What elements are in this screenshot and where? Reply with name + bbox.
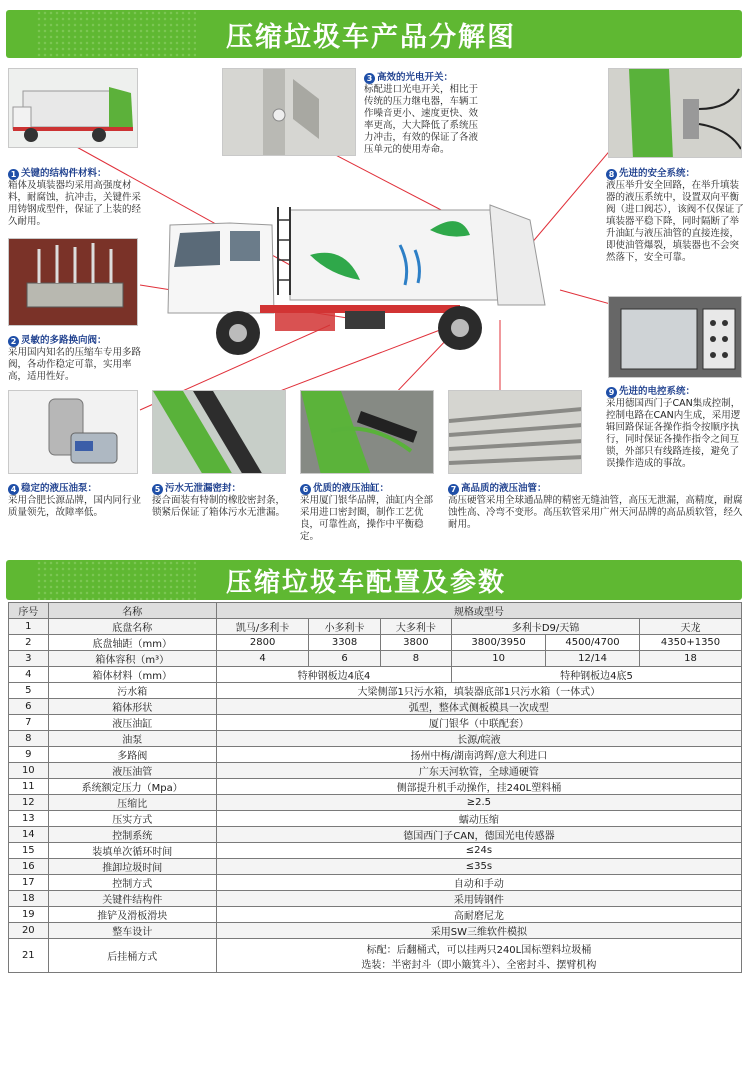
feature-8 bbox=[606, 168, 746, 264]
table-row: 2 底盘轴距（mm） 2800 3308 3800 3800/3950 4500/4700 4350+1350 bbox=[9, 635, 742, 651]
cell-no: 15 bbox=[9, 843, 49, 859]
photo-safety-system bbox=[608, 68, 742, 158]
feature-number: 5 bbox=[152, 484, 163, 495]
rear-bin-optional: 选装：半密封斗（即小簸箕斗）、全密封斗、摆臂机构 bbox=[361, 959, 597, 971]
feature-title: 关键的结构件材料： bbox=[21, 168, 107, 179]
cell-value: 采用SW三维软件模拟 bbox=[216, 923, 741, 939]
header-name: 名称 bbox=[48, 603, 216, 619]
cell-value: 弧型，整体式侧板模具一次成型 bbox=[216, 699, 741, 715]
cell-name: 液压油管 bbox=[48, 763, 216, 779]
cell-no: 5 bbox=[9, 683, 49, 699]
feature-number: 3 bbox=[364, 73, 375, 84]
cell-value: 德国西门子CAN，德国光电传感器 bbox=[216, 827, 741, 843]
table-header-row bbox=[9, 603, 742, 619]
cell-no: 16 bbox=[9, 859, 49, 875]
table-row: 4 箱体材料（mm） 特种钢板边4底4 特种钢板边4底5 bbox=[9, 667, 742, 683]
feature-number: 8 bbox=[606, 169, 617, 180]
feature-number: 9 bbox=[606, 387, 617, 398]
cell-value: 侧部提升机手动操作，挂240L塑料桶 bbox=[216, 779, 741, 795]
feature-body: 采用合肥长源品牌，国内同行业质量领先，故障率低。 bbox=[8, 495, 142, 518]
cell-value: 扬州中梅/湖南鸿辉/意大利进口 bbox=[216, 747, 741, 763]
table-row bbox=[9, 731, 742, 747]
cell-no: 20 bbox=[9, 923, 49, 939]
table-row: 21 后挂桶方式 标配：后翻桶式，可以挂两只240L国标塑料垃圾桶 选装：半密封斗（即小簸箕斗）、全密封斗、摆臂机构 bbox=[9, 939, 742, 973]
cell-value: 广东天河软管，全球通硬管 bbox=[216, 763, 741, 779]
cell-name: 推铲及滑板滑块 bbox=[48, 907, 216, 923]
feature-7 bbox=[448, 483, 744, 531]
cell-value: 自动和手动 bbox=[216, 875, 741, 891]
photo-photoelectric-switch bbox=[222, 68, 356, 156]
cell-value: 蠕动压缩 bbox=[216, 811, 741, 827]
table-row bbox=[9, 747, 742, 763]
cell-no: 6 bbox=[9, 699, 49, 715]
garbage-truck-illustration bbox=[160, 195, 605, 370]
feature-title: 污水无泄漏密封： bbox=[165, 483, 242, 494]
table-row bbox=[9, 699, 742, 715]
feature-number: 4 bbox=[8, 484, 19, 495]
cell-no: 8 bbox=[9, 731, 49, 747]
table-row bbox=[9, 875, 742, 891]
feature-body: 箱体及填装器均采用高强度材料，耐腐蚀，抗冲击，关键件采用铸钢成型件，保证了上装的经久耐用。 bbox=[8, 180, 142, 227]
cell-value: 采用铸钢件 bbox=[216, 891, 741, 907]
feature-number: 1 bbox=[8, 169, 19, 180]
table-row bbox=[9, 811, 742, 827]
table-row: 3 箱体容积（m³） 4 6 8 10 12/14 18 bbox=[9, 651, 742, 667]
table-row: 1 底盘名称 凯马/多利卡 小多利卡 大多利卡 多利卡D9/天锦 天龙 bbox=[9, 619, 742, 635]
feature-body: 接合面装有特制的橡胶密封条，锁紧后保证了箱体污水无泄漏。 bbox=[152, 495, 286, 518]
photo-truck-side bbox=[8, 68, 138, 148]
cell-name: 装填单次循环时间 bbox=[48, 843, 216, 859]
cell-name: 控制方式 bbox=[48, 875, 216, 891]
spec-table bbox=[8, 602, 742, 973]
config-banner bbox=[6, 560, 742, 600]
header-spec: 规格或型号 bbox=[216, 603, 741, 619]
cell-no: 10 bbox=[9, 763, 49, 779]
cell-no: 11 bbox=[9, 779, 49, 795]
photo-sewage-seal bbox=[152, 390, 286, 474]
cell-value: 大梁侧部1只污水箱，填装器底部1只污水箱（一体式） bbox=[216, 683, 741, 699]
table-row bbox=[9, 891, 742, 907]
rear-bin-standard: 标配：后翻桶式，可以挂两只240L国标塑料垃圾桶 bbox=[366, 944, 592, 956]
cell-name: 油泵 bbox=[48, 731, 216, 747]
cell-no: 7 bbox=[9, 715, 49, 731]
table-row bbox=[9, 683, 742, 699]
table-row bbox=[9, 859, 742, 875]
feature-title: 先进的电控系统： bbox=[619, 386, 696, 397]
table-row bbox=[9, 843, 742, 859]
feature-2 bbox=[8, 335, 148, 383]
feature-1 bbox=[8, 168, 148, 228]
feature-title: 高效的光电开关： bbox=[377, 72, 454, 83]
feature-title: 优质的液压油缸： bbox=[313, 483, 390, 494]
table-row bbox=[9, 923, 742, 939]
photo-hydraulic-hose bbox=[448, 390, 582, 474]
cell-name: 压缩比 bbox=[48, 795, 216, 811]
feature-body: 采用厦门银华品牌，油缸内全部采用进口密封圈，制作工艺优良，可靠性高，操作中平衡稳定。 bbox=[300, 495, 434, 542]
feature-number: 7 bbox=[448, 484, 459, 495]
cell-no: 13 bbox=[9, 811, 49, 827]
feature-4 bbox=[8, 483, 148, 519]
cell-no: 17 bbox=[9, 875, 49, 891]
feature-body: 采用德国西门子CAN集成控制，控制电路在CAN内生成，采用逻辑回路保证各操作指令按顺序执行，同时保证各操作指令之间互锁，外部只有线路连接，避免了误操作造成的事故。 bbox=[606, 398, 741, 469]
cell-no: 14 bbox=[9, 827, 49, 843]
table-row bbox=[9, 827, 742, 843]
cell-name: 压实方式 bbox=[48, 811, 216, 827]
photo-hydraulic-cylinder bbox=[300, 390, 434, 474]
table-row bbox=[9, 779, 742, 795]
banner-dots-decoration bbox=[36, 560, 196, 600]
cell-value: ≤24s bbox=[216, 843, 741, 859]
cell-value: 高耐磨尼龙 bbox=[216, 907, 741, 923]
feature-body: 高压硬管采用全球通品牌的精密无缝油管，高压无泄漏，高精度，耐腐蚀性高、冷弯不变形。高压软管采用广州天河品牌的高品质软管，经久耐用。 bbox=[448, 495, 743, 530]
feature-5 bbox=[152, 483, 294, 519]
header-no: 序号 bbox=[9, 603, 49, 619]
feature-title: 稳定的液压油泵： bbox=[21, 483, 98, 494]
photo-hydraulic-pump bbox=[8, 390, 138, 474]
feature-number: 2 bbox=[8, 336, 19, 347]
feature-body: 液压举升安全回路，在举升填装器的液压系统中，设置双向平衡阀（进口阀芯），该阀不仅保证了填装器平稳下降，同时隔断了举升油缸与液压油管的直接连接，即使油管爆裂，填装器也不会突然落下，安全可靠。 bbox=[606, 180, 744, 263]
cell-no: 12 bbox=[9, 795, 49, 811]
cell-name: 系统额定压力（Mpa） bbox=[48, 779, 216, 795]
cell-no: 19 bbox=[9, 907, 49, 923]
feature-number: 6 bbox=[300, 484, 311, 495]
cell-value: ≥2.5 bbox=[216, 795, 741, 811]
cell-name: 推卸垃圾时间 bbox=[48, 859, 216, 875]
photo-electric-control bbox=[608, 296, 742, 378]
feature-3 bbox=[364, 72, 482, 156]
photo-multiway-valve bbox=[8, 238, 138, 326]
cell-name: 污水箱 bbox=[48, 683, 216, 699]
cell-name: 控制系统 bbox=[48, 827, 216, 843]
feature-6 bbox=[300, 483, 440, 543]
config-title: 压缩垃圾车配置及参数 bbox=[226, 567, 507, 598]
feature-title: 先进的安全系统： bbox=[619, 168, 696, 179]
table-row bbox=[9, 907, 742, 923]
table-row bbox=[9, 715, 742, 731]
feature-title: 高品质的液压油管： bbox=[461, 483, 547, 494]
feature-title: 灵敏的多路换向阀： bbox=[21, 335, 107, 346]
feature-9 bbox=[606, 386, 746, 470]
cell-value: 长源/皖液 bbox=[216, 731, 741, 747]
cell-name: 箱体形状 bbox=[48, 699, 216, 715]
cell-no: 9 bbox=[9, 747, 49, 763]
cell-name: 液压油缸 bbox=[48, 715, 216, 731]
feature-body: 标配进口光电开关，相比于传统的压力继电器，车辆工作噪音更小、速度更快、效率更高，大大降低了系统压力冲击，有效的保证了各液压单元的使用寿命。 bbox=[364, 84, 479, 155]
cell-name: 关键件结构件 bbox=[48, 891, 216, 907]
cell-name: 整车设计 bbox=[48, 923, 216, 939]
table-row bbox=[9, 795, 742, 811]
table-row bbox=[9, 763, 742, 779]
cell-name: 多路阀 bbox=[48, 747, 216, 763]
cell-no: 18 bbox=[9, 891, 49, 907]
cell-value: 厦门银华（中联配套） bbox=[216, 715, 741, 731]
feature-body: 采用国内知名的压缩车专用多路阀，各动作稳定可靠，实用率高，适用性好。 bbox=[8, 347, 142, 382]
page-title: 压缩垃圾车产品分解图 bbox=[226, 21, 516, 53]
cell-value: ≤35s bbox=[216, 859, 741, 875]
